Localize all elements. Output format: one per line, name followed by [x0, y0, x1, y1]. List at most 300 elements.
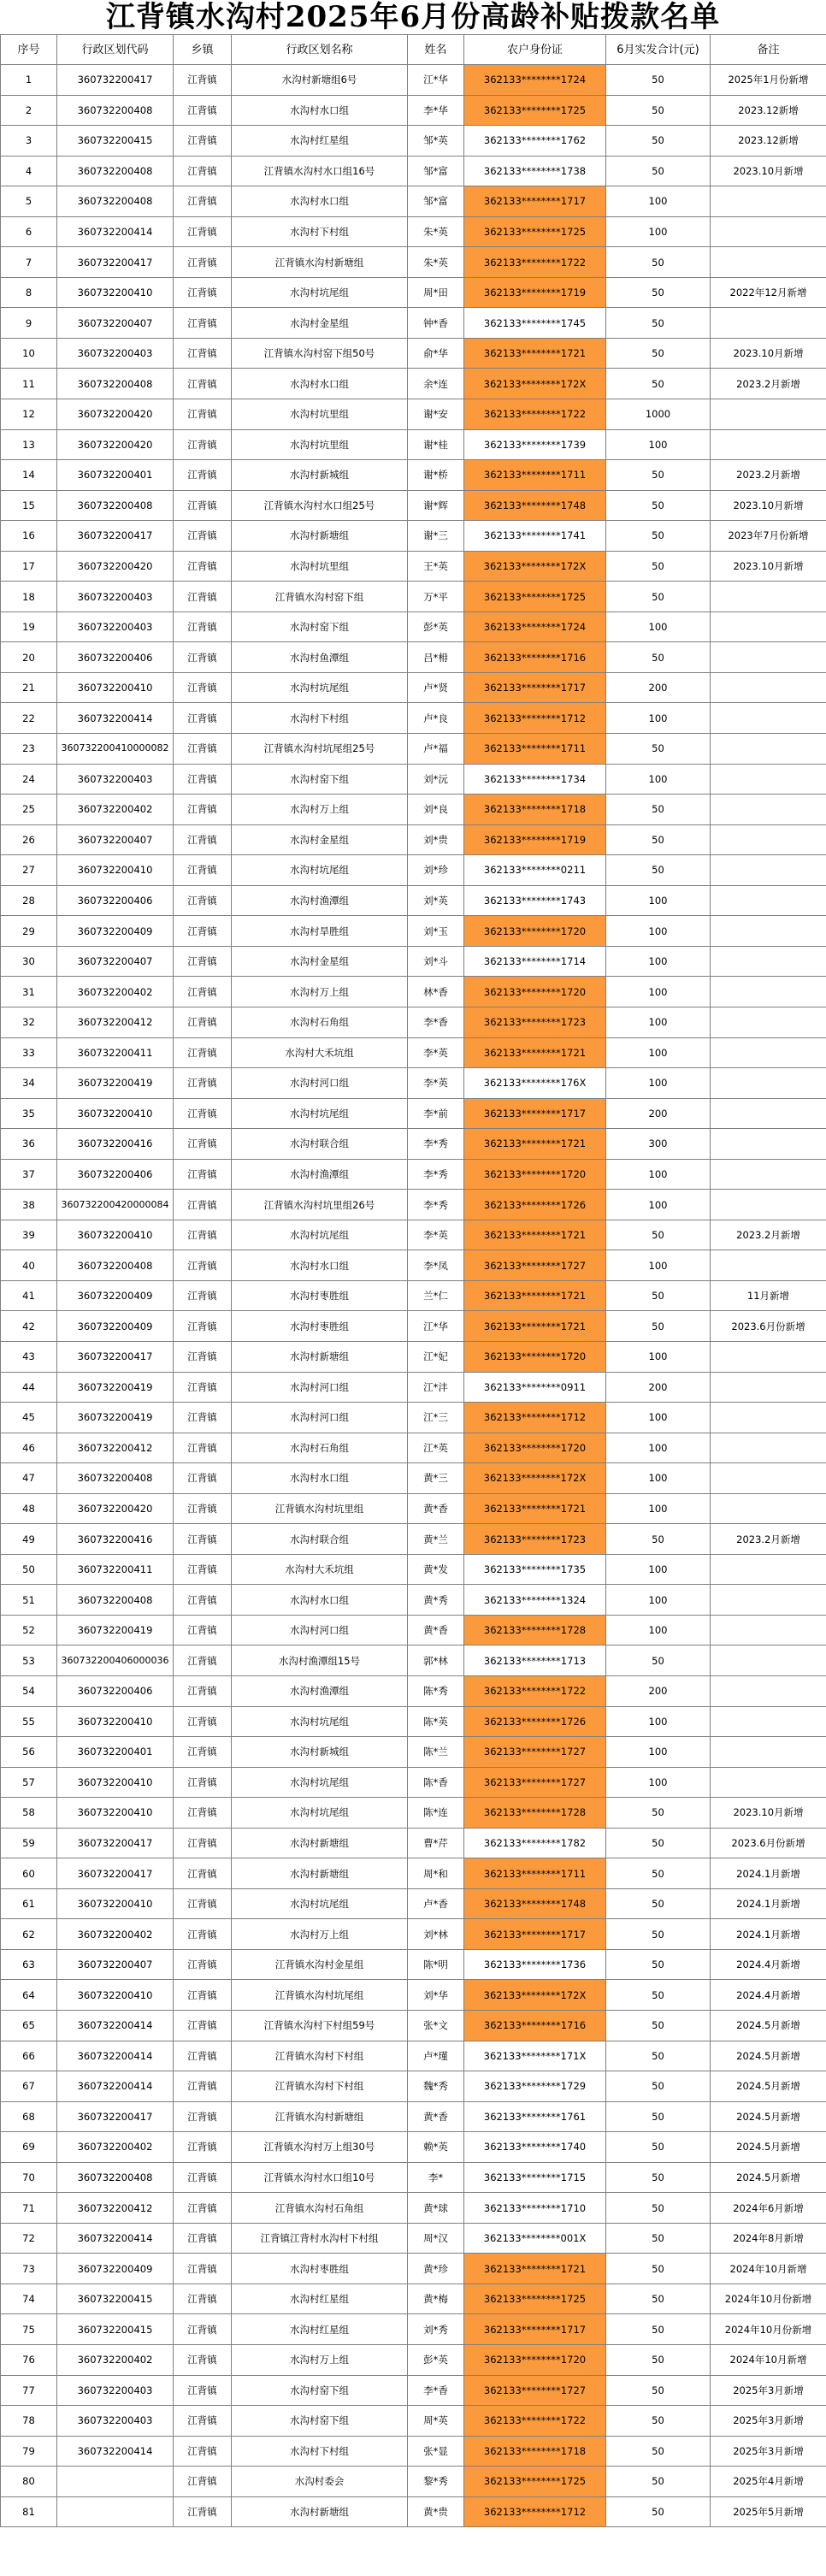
area-code-cell: 360732200414: [57, 2223, 174, 2254]
amount-cell: 50: [606, 2406, 711, 2437]
id-number-cell: 362133********172X: [464, 369, 606, 399]
amount-cell: 200: [606, 1675, 711, 1706]
area-name-cell: 水沟村金星组: [232, 308, 408, 339]
row-number-cell: 81: [1, 2496, 57, 2527]
person-name-cell: 黎*秀: [408, 2467, 464, 2497]
town-cell: 江背镇: [174, 2467, 232, 2497]
person-name-cell: 周*田: [408, 277, 464, 308]
person-name-cell: 黄*秀: [408, 1585, 464, 1616]
area-code-cell: 360732200415: [57, 2284, 174, 2314]
area-name-cell: 水沟村水口组: [232, 1585, 408, 1616]
id-number-cell: 362133********1324: [464, 1585, 606, 1616]
amount-cell: 50: [606, 2193, 711, 2224]
town-cell: 江背镇: [174, 2284, 232, 2314]
person-name-cell: 刘*华: [408, 1980, 464, 2011]
table-row: [1, 824, 826, 855]
area-code-cell: 360732200408: [57, 186, 174, 217]
amount-cell: 100: [606, 946, 711, 977]
id-number-cell: 362133********1718: [464, 795, 606, 825]
town-cell: 江背镇: [174, 1098, 232, 1129]
note-cell: [711, 247, 826, 278]
table-row: [1, 764, 826, 795]
row-number-cell: 30: [1, 946, 57, 977]
area-code-cell: 360732200419: [57, 1068, 174, 1099]
id-number-cell: 362133********1725: [464, 95, 606, 126]
amount-cell: 50: [606, 1798, 711, 1829]
amount-cell: 100: [606, 1463, 711, 1494]
area-code-cell: 360732200410: [57, 1980, 174, 2011]
amount-cell: 50: [606, 1980, 711, 2011]
note-cell: [711, 1675, 826, 1706]
id-number-cell: 362133********1717: [464, 1098, 606, 1129]
id-number-cell: 362133********171X: [464, 2041, 606, 2071]
note-cell: [711, 916, 826, 947]
table-row: [1, 277, 826, 308]
person-name-cell: 朱*英: [408, 216, 464, 247]
person-name-cell: 李*香: [408, 2375, 464, 2406]
row-number-cell: 15: [1, 490, 57, 521]
note-cell: [711, 1341, 826, 1372]
id-number-cell: 362133********1720: [464, 977, 606, 1007]
town-cell: 江背镇: [174, 1129, 232, 1160]
area-code-cell: 360732200407: [57, 308, 174, 339]
amount-cell: 50: [606, 369, 711, 399]
table-row: [1, 1980, 826, 2011]
table-row: [1, 1737, 826, 1768]
table-row: [1, 2132, 826, 2163]
row-number-cell: 17: [1, 551, 57, 582]
area-code-cell: 360732200403: [57, 2375, 174, 2406]
amount-cell: 100: [606, 1250, 711, 1281]
area-name-cell: 水沟村万上组: [232, 795, 408, 825]
area-name-cell: 水沟村河口组: [232, 1615, 408, 1645]
table-row: [1, 1798, 826, 1829]
area-code-cell: 360732200409: [57, 1311, 174, 1342]
town-cell: 江背镇: [174, 1798, 232, 1829]
person-name-cell: 陈*兰: [408, 1737, 464, 1768]
town-cell: 江背镇: [174, 2314, 232, 2345]
id-number-cell: 362133********1713: [464, 1645, 606, 1676]
person-name-cell: 刘*秀: [408, 2314, 464, 2345]
amount-cell: 100: [606, 1190, 711, 1220]
table-row: [1, 2436, 826, 2467]
area-name-cell: 水沟村渔潭组: [232, 1675, 408, 1706]
area-name-cell: 水沟村坑尾组: [232, 855, 408, 886]
id-number-cell: 362133********1726: [464, 1190, 606, 1220]
note-cell: 2024年10月新增: [711, 2254, 826, 2284]
table-row: [1, 1949, 826, 1980]
amount-cell: 100: [606, 1767, 711, 1798]
town-cell: 江背镇: [174, 2011, 232, 2041]
area-code-cell: 360732200409: [57, 1280, 174, 1311]
town-cell: 江背镇: [174, 1585, 232, 1616]
town-cell: 江背镇: [174, 1311, 232, 1342]
area-code-cell: 360732200410: [57, 1767, 174, 1798]
area-name-cell: 江背镇江背村水沟村下村组: [232, 2223, 408, 2254]
person-name-cell: 朱*英: [408, 247, 464, 278]
row-number-cell: 41: [1, 1280, 57, 1311]
note-cell: [711, 1463, 826, 1494]
note-cell: 2023.10月新增: [711, 1798, 826, 1829]
id-number-cell: 362133********1723: [464, 1007, 606, 1037]
town-cell: 江背镇: [174, 612, 232, 642]
note-cell: 2024.1月新增: [711, 1888, 826, 1919]
table-row: [1, 2101, 826, 2132]
area-name-cell: 水沟村坑尾组: [232, 1706, 408, 1737]
amount-cell: 50: [606, 95, 711, 126]
area-name-cell: 水沟村渔潭组: [232, 885, 408, 916]
row-number-cell: 59: [1, 1828, 57, 1858]
town-cell: 江背镇: [174, 703, 232, 734]
row-number-cell: 47: [1, 1463, 57, 1494]
person-name-cell: 刘*斗: [408, 946, 464, 977]
row-number-cell: 67: [1, 2071, 57, 2102]
row-number-cell: 22: [1, 703, 57, 734]
amount-cell: 100: [606, 612, 711, 642]
person-name-cell: 谢*安: [408, 399, 464, 430]
amount-cell: 100: [606, 1068, 711, 1099]
row-number-cell: 56: [1, 1737, 57, 1768]
area-code-cell: 360732200420: [57, 1493, 174, 1524]
table-row: [1, 1706, 826, 1737]
note-cell: 2023.6月份新增: [711, 1828, 826, 1858]
table-row: [1, 1828, 826, 1858]
id-number-cell: 362133********1722: [464, 247, 606, 278]
area-name-cell: 水沟村鱼潭组: [232, 642, 408, 673]
area-code-cell: 360732200402: [57, 1919, 174, 1950]
area-name-cell: 江背镇水沟村石角组: [232, 2193, 408, 2224]
area-code-cell: 360732200410: [57, 1220, 174, 1250]
note-cell: [711, 1737, 826, 1768]
amount-cell: 1000: [606, 399, 711, 430]
person-name-cell: 赖*英: [408, 2132, 464, 2163]
table-row: [1, 1585, 826, 1616]
note-cell: [711, 1372, 826, 1403]
area-code-cell: 360732200417: [57, 1828, 174, 1858]
area-name-cell: 水沟村新塘组: [232, 1341, 408, 1372]
table-row: [1, 1190, 826, 1220]
row-number-cell: 52: [1, 1615, 57, 1645]
amount-cell: 100: [606, 916, 711, 947]
amount-cell: 100: [606, 1585, 711, 1616]
area-name-cell: 水沟村渔潭组: [232, 1159, 408, 1190]
town-cell: 江背镇: [174, 2071, 232, 2102]
note-cell: 2024年10月新增: [711, 2345, 826, 2376]
area-name-cell: 水沟村河口组: [232, 1068, 408, 1099]
person-name-cell: 王*英: [408, 551, 464, 582]
area-name-cell: 水沟村水口组: [232, 1463, 408, 1494]
area-name-cell: 水沟村新塘组6号: [232, 65, 408, 96]
amount-cell: 50: [606, 65, 711, 96]
table-row: [1, 65, 826, 96]
id-number-cell: 362133********1717: [464, 672, 606, 703]
note-cell: [711, 1250, 826, 1281]
note-cell: [711, 703, 826, 734]
id-number-cell: 362133********1725: [464, 2284, 606, 2314]
table-row: [1, 156, 826, 186]
note-cell: 2024.4月新增: [711, 1980, 826, 2011]
row-number-cell: 21: [1, 672, 57, 703]
row-number-cell: 65: [1, 2011, 57, 2041]
row-number-cell: 16: [1, 521, 57, 552]
row-number-cell: 64: [1, 1980, 57, 2011]
area-code-cell: 360732200411: [57, 1554, 174, 1585]
id-number-cell: 362133********1720: [464, 916, 606, 947]
amount-cell: 100: [606, 1615, 711, 1645]
id-number-cell: 362133********0211: [464, 855, 606, 886]
area-name-cell: 江背镇水沟村水口组25号: [232, 490, 408, 521]
person-name-cell: 兰*仁: [408, 1280, 464, 1311]
table-row: [1, 521, 826, 552]
id-number-cell: 362133********1721: [464, 1280, 606, 1311]
table-row: [1, 2162, 826, 2193]
amount-cell: 50: [606, 460, 711, 491]
amount-cell: 300: [606, 1129, 711, 1160]
row-number-cell: 46: [1, 1433, 57, 1463]
town-cell: 江背镇: [174, 1615, 232, 1645]
person-name-cell: 江*妃: [408, 1341, 464, 1372]
amount-cell: 200: [606, 1372, 711, 1403]
person-name-cell: 周*汉: [408, 2223, 464, 2254]
town-cell: 江背镇: [174, 1645, 232, 1676]
row-number-cell: 60: [1, 1858, 57, 1889]
row-number-cell: 8: [1, 277, 57, 308]
area-code-cell: 360732200409: [57, 916, 174, 947]
amount-cell: 100: [606, 764, 711, 795]
row-number-cell: 14: [1, 460, 57, 491]
table-row: [1, 582, 826, 612]
area-name-cell: 水沟村新塘组: [232, 1828, 408, 1858]
area-code-cell: 360732200410000082: [57, 734, 174, 765]
town-cell: 江背镇: [174, 642, 232, 673]
row-number-cell: 19: [1, 612, 57, 642]
town-cell: 江背镇: [174, 1980, 232, 2011]
amount-cell: 50: [606, 126, 711, 157]
town-cell: 江背镇: [174, 186, 232, 217]
amount-cell: 50: [606, 1524, 711, 1555]
town-cell: 江背镇: [174, 977, 232, 1007]
id-number-cell: 362133********1729: [464, 2071, 606, 2102]
town-cell: 江背镇: [174, 429, 232, 460]
row-number-cell: 78: [1, 2406, 57, 2437]
note-cell: [711, 1645, 826, 1676]
amount-cell: 50: [606, 1888, 711, 1919]
area-name-cell: 江背镇水沟村金星组: [232, 1949, 408, 1980]
area-name-cell: 水沟村河口组: [232, 1403, 408, 1433]
id-number-cell: 362133********1727: [464, 1767, 606, 1798]
id-number-cell: 362133********1743: [464, 885, 606, 916]
id-number-cell: 362133********1715: [464, 2162, 606, 2193]
note-cell: 2023.10月新增: [711, 490, 826, 521]
row-number-cell: 66: [1, 2041, 57, 2071]
town-cell: 江背镇: [174, 1250, 232, 1281]
table-row: [1, 2314, 826, 2345]
note-cell: 2023.6月份新增: [711, 1311, 826, 1342]
area-code-cell: 360732200414: [57, 2041, 174, 2071]
note-cell: 2024.5月新增: [711, 2101, 826, 2132]
row-number-cell: 3: [1, 126, 57, 157]
table-row: [1, 977, 826, 1007]
table-row: [1, 916, 826, 947]
person-name-cell: 卢*贤: [408, 672, 464, 703]
header-cell: 行政区划名称: [232, 35, 408, 65]
id-number-cell: 362133********1741: [464, 521, 606, 552]
note-cell: [711, 429, 826, 460]
table-row: [1, 1463, 826, 1494]
id-number-cell: 362133********1745: [464, 308, 606, 339]
area-code-cell: 360732200420: [57, 429, 174, 460]
person-name-cell: 李*: [408, 2162, 464, 2193]
amount-cell: 50: [606, 2345, 711, 2376]
person-name-cell: 周*和: [408, 1858, 464, 1889]
town-cell: 江背镇: [174, 1524, 232, 1555]
id-number-cell: 362133********1722: [464, 2406, 606, 2437]
person-name-cell: 钟*香: [408, 308, 464, 339]
id-number-cell: 362133********1721: [464, 1311, 606, 1342]
person-name-cell: 黄*贵: [408, 2496, 464, 2527]
id-number-cell: 362133********1748: [464, 490, 606, 521]
town-cell: 江背镇: [174, 126, 232, 157]
area-code-cell: 360732200417: [57, 65, 174, 96]
note-cell: 2023.10月新增: [711, 156, 826, 186]
note-cell: [711, 1159, 826, 1190]
town-cell: 江背镇: [174, 1554, 232, 1585]
area-name-cell: 水沟村水口组: [232, 1250, 408, 1281]
id-number-cell: 362133********1711: [464, 734, 606, 765]
area-code-cell: 360732200403: [57, 612, 174, 642]
area-code-cell: 360732200414: [57, 2071, 174, 2102]
note-cell: 2025年3月新增: [711, 2436, 826, 2467]
area-name-cell: 江背镇水沟村窑下组: [232, 582, 408, 612]
row-number-cell: 45: [1, 1403, 57, 1433]
area-code-cell: 360732200415: [57, 126, 174, 157]
area-name-cell: 水沟村旱胜组: [232, 916, 408, 947]
note-cell: 2023.10月新增: [711, 551, 826, 582]
area-code-cell: [57, 2467, 174, 2497]
id-number-cell: 362133********1735: [464, 1554, 606, 1585]
area-code-cell: 360732200402: [57, 2132, 174, 2163]
area-code-cell: 360732200420: [57, 551, 174, 582]
table-row: [1, 2284, 826, 2314]
row-number-cell: 26: [1, 824, 57, 855]
row-number-cell: 72: [1, 2223, 57, 2254]
area-code-cell: 360732200409: [57, 2254, 174, 2284]
amount-cell: 50: [606, 2071, 711, 2102]
id-number-cell: 362133********176X: [464, 1068, 606, 1099]
id-number-cell: 362133********1717: [464, 1919, 606, 1950]
area-code-cell: 360732200414: [57, 216, 174, 247]
id-number-cell: 362133********1782: [464, 1828, 606, 1858]
amount-cell: 100: [606, 216, 711, 247]
note-cell: [711, 795, 826, 825]
person-name-cell: 黄*珍: [408, 2254, 464, 2284]
row-number-cell: 29: [1, 916, 57, 947]
id-number-cell: 362133********1724: [464, 65, 606, 96]
note-cell: 2025年3月新增: [711, 2406, 826, 2437]
header-cell: 姓名: [408, 35, 464, 65]
row-number-cell: 33: [1, 1037, 57, 1068]
amount-cell: 50: [606, 1828, 711, 1858]
town-cell: 江背镇: [174, 2193, 232, 2224]
table-row: [1, 369, 826, 399]
town-cell: 江背镇: [174, 2223, 232, 2254]
row-number-cell: 54: [1, 1675, 57, 1706]
town-cell: 江背镇: [174, 1737, 232, 1768]
area-name-cell: 江背镇水沟村下村组: [232, 2071, 408, 2102]
table-row: [1, 612, 826, 642]
amount-cell: 50: [606, 308, 711, 339]
row-number-cell: 75: [1, 2314, 57, 2345]
person-name-cell: 吕*枏: [408, 642, 464, 673]
note-cell: [711, 977, 826, 1007]
row-number-cell: 69: [1, 2132, 57, 2163]
table-row: [1, 1919, 826, 1950]
person-name-cell: 江*三: [408, 1403, 464, 1433]
area-name-cell: 江背镇水沟村万上组30号: [232, 2132, 408, 2163]
table-row: [1, 1675, 826, 1706]
town-cell: 江背镇: [174, 1858, 232, 1889]
table-row: [1, 1037, 826, 1068]
area-name-cell: 水沟村坑里组: [232, 429, 408, 460]
person-name-cell: 彭*英: [408, 612, 464, 642]
id-number-cell: 362133********1727: [464, 1737, 606, 1768]
amount-cell: 50: [606, 1858, 711, 1889]
area-name-cell: 江背镇水沟村水口组10号: [232, 2162, 408, 2193]
row-number-cell: 25: [1, 795, 57, 825]
area-code-cell: 360732200410: [57, 1098, 174, 1129]
person-name-cell: 黄*三: [408, 1463, 464, 1494]
area-code-cell: 360732200408: [57, 1585, 174, 1616]
area-code-cell: 360732200407: [57, 1949, 174, 1980]
row-number-cell: 34: [1, 1068, 57, 1099]
amount-cell: 50: [606, 2467, 711, 2497]
person-name-cell: 黄*球: [408, 2193, 464, 2224]
id-number-cell: 362133********1710: [464, 2193, 606, 2224]
table-row: [1, 186, 826, 217]
person-name-cell: 刘*珍: [408, 855, 464, 886]
amount-cell: 50: [606, 2041, 711, 2071]
area-name-cell: 江背镇水沟村水口组16号: [232, 156, 408, 186]
row-number-cell: 51: [1, 1585, 57, 1616]
row-number-cell: 32: [1, 1007, 57, 1037]
amount-cell: 50: [606, 642, 711, 673]
area-name-cell: 水沟村金星组: [232, 946, 408, 977]
row-number-cell: 11: [1, 369, 57, 399]
id-number-cell: 362133********001X: [464, 2223, 606, 2254]
note-cell: [711, 1493, 826, 1524]
area-code-cell: 360732200414: [57, 2436, 174, 2467]
row-number-cell: 58: [1, 1798, 57, 1829]
town-cell: 江背镇: [174, 764, 232, 795]
note-cell: [711, 1068, 826, 1099]
note-cell: [711, 1706, 826, 1737]
note-cell: [711, 1403, 826, 1433]
area-name-cell: 水沟村新塘组: [232, 1858, 408, 1889]
area-name-cell: 江背镇水沟村坑尾组25号: [232, 734, 408, 765]
row-number-cell: 79: [1, 2436, 57, 2467]
note-cell: [711, 1615, 826, 1645]
area-name-cell: 水沟村大禾坑组: [232, 1037, 408, 1068]
area-name-cell: 水沟村红星组: [232, 126, 408, 157]
area-name-cell: 水沟村坑尾组: [232, 1220, 408, 1250]
area-code-cell: 360732200407: [57, 824, 174, 855]
note-cell: [711, 885, 826, 916]
area-name-cell: 水沟村万上组: [232, 977, 408, 1007]
area-code-cell: 360732200419: [57, 1372, 174, 1403]
town-cell: 江背镇: [174, 2162, 232, 2193]
town-cell: 江背镇: [174, 216, 232, 247]
id-number-cell: 362133********1726: [464, 1706, 606, 1737]
